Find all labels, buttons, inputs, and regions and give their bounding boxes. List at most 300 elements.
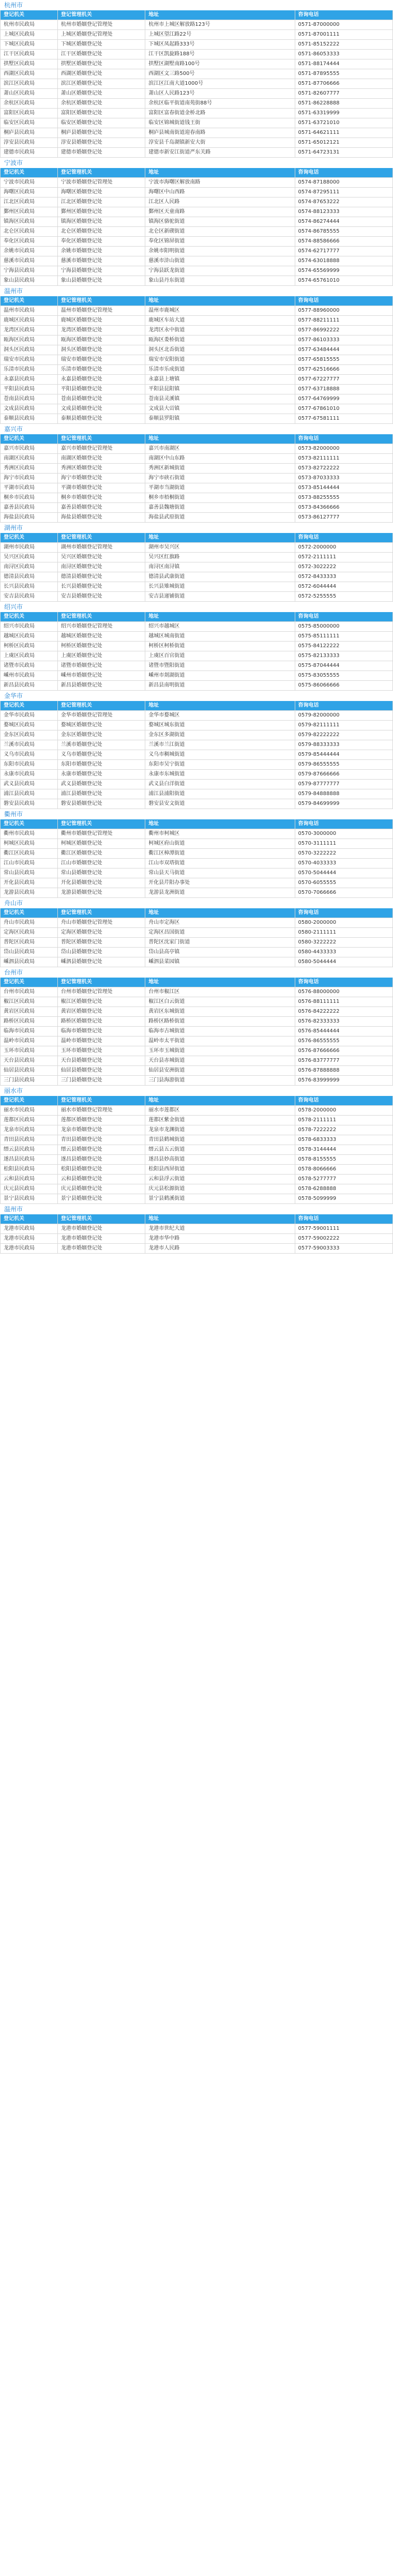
- table-cell-c1: 莲都区民政局: [4, 1117, 35, 1123]
- table-cell-c3: 慈溪市浒山街道: [145, 256, 294, 266]
- table-cell-c3: 洞头区北岙街道: [145, 345, 294, 355]
- table-row: [1, 40, 392, 50]
- header-cell-c4: 咨询电话: [295, 296, 393, 306]
- table-cell-c3: 北仑区新碶街道: [145, 227, 294, 236]
- table-cell-c4: 0573-82000000: [295, 444, 393, 453]
- table-cell-c1: 路桥区民政局: [4, 1018, 35, 1024]
- table-cell-c1: 苍南县民政局: [4, 396, 35, 402]
- table-cell-c1: 宁波市民政局: [4, 179, 35, 185]
- table-cell-c4: 0576-86555555: [295, 1037, 393, 1046]
- table-cell-c1: 拱墅区民政局: [4, 61, 35, 67]
- table-cell-c2: 鄞州区婚姻登记处: [57, 207, 145, 217]
- table-row: [1, 661, 392, 671]
- table-row: [1, 750, 392, 760]
- table-cell-c3: 淳安县千岛湖镇新安大街: [145, 138, 294, 147]
- table-cell-c1: 慈溪市民政局: [4, 258, 35, 264]
- table-cell-c3: 桐庐县城南街道迎春南路: [145, 128, 294, 138]
- table-cell-c2: 常山县婚姻登记处: [57, 868, 145, 878]
- table-row: [1, 681, 392, 691]
- header-cell-c1: 登记机关: [4, 1216, 24, 1222]
- table-cell-c3: 诸暨市暨阳街道: [145, 661, 294, 670]
- table-row: [1, 20, 392, 30]
- table-cell-c4: 0574-87295111: [295, 188, 393, 197]
- table-cell-c4: 0577-64769999: [295, 394, 393, 404]
- table-cell-c1: 秀洲区民政局: [4, 465, 35, 471]
- table-cell-c3: 拱墅区湖墅南路100号: [145, 59, 294, 69]
- table-cell-c3: 三门县海游街道: [145, 1076, 294, 1085]
- table-cell-c1: 象山县民政局: [4, 278, 35, 283]
- table-cell-c1: 丽水市民政局: [4, 1107, 35, 1113]
- table-row: [1, 138, 392, 148]
- header-cell-c2: 登记管理机关: [57, 908, 145, 918]
- table-cell-c2: 平湖市婚姻登记处: [57, 483, 145, 493]
- table-cell-c4: 0570-6055555: [295, 878, 393, 888]
- table-cell-c4: 0574-62717777: [295, 247, 393, 256]
- table-cell-c4: 0571-87001111: [295, 30, 393, 39]
- table-cell-c4: 0571-88174444: [295, 59, 393, 69]
- table-row: [1, 928, 392, 938]
- table-row: [1, 1234, 392, 1244]
- table-cell-c4: 0573-84366666: [295, 503, 393, 512]
- table-row: [1, 464, 392, 474]
- table-row: [1, 1155, 392, 1165]
- table-row: [1, 622, 392, 632]
- table-row: [1, 365, 392, 375]
- table-header: [1, 1214, 392, 1224]
- table-cell-c1: 嵊泗县民政局: [4, 959, 35, 965]
- table-cell-c1: 遂昌县民政局: [4, 1156, 35, 1162]
- table-cell-c4: 0575-86066666: [295, 681, 393, 690]
- table-cell-c1: 诸暨市民政局: [4, 663, 35, 668]
- table-cell-c4: 0576-84222222: [295, 1007, 393, 1016]
- table-cell-c3: 温岭市太平街道: [145, 1037, 294, 1046]
- registry-table: [0, 1096, 393, 1204]
- table-cell-c3: 衢江区樟潭街道: [145, 849, 294, 858]
- table-cell-c1: 椒江区民政局: [4, 999, 35, 1004]
- table-cell-c2: 长兴县婚姻登记处: [57, 582, 145, 591]
- table-cell-c2: 南湖区婚姻登记处: [57, 454, 145, 463]
- table-cell-c2: 丽水市婚姻登记管理处: [57, 1106, 145, 1115]
- header-cell-c3: 地址: [145, 1096, 294, 1105]
- section-title: 杭州市: [4, 2, 23, 9]
- table-cell-c1: 仙居县民政局: [4, 1068, 35, 1073]
- header-cell-c1: 登记机关: [4, 703, 24, 708]
- registry-table: [0, 533, 393, 602]
- table-cell-c1: 衢州市民政局: [4, 831, 35, 836]
- table-cell-c4: 0571-87000000: [295, 20, 393, 29]
- table-cell-c2: 慈溪市婚姻登记处: [57, 256, 145, 266]
- table-cell-c4: 0577-65815555: [295, 355, 393, 364]
- header-cell-c1: 登记机关: [4, 979, 24, 985]
- table-cell-c2: 龙港市婚姻登记处: [57, 1234, 145, 1243]
- table-cell-c2: 遂昌县婚姻登记处: [57, 1155, 145, 1164]
- table-cell-c1: 龙湾区民政局: [4, 327, 35, 333]
- header-cell-c4: 咨询电话: [295, 1214, 393, 1224]
- table-cell-c1: 海曙区民政局: [4, 189, 35, 195]
- table-row: [1, 888, 392, 898]
- table-cell-c3: 奉化区锦屏街道: [145, 237, 294, 246]
- table-cell-c1: 长兴县民政局: [4, 584, 35, 589]
- table-cell-c3: 龙港市世纪大道: [145, 1224, 294, 1233]
- table-cell-c2: 松阳县婚姻登记处: [57, 1165, 145, 1174]
- table-cell-c3: 苍南县灵溪镇: [145, 394, 294, 404]
- table-cell-c2: 北仑区婚姻登记处: [57, 227, 145, 236]
- table-cell-c2: 椒江区婚姻登记处: [57, 997, 145, 1007]
- table-row: [1, 50, 392, 59]
- table-cell-c4: 0579-82000000: [295, 711, 393, 720]
- table-cell-c3: 吴兴区红旗路: [145, 553, 294, 562]
- table-cell-c4: 0578-2111111: [295, 1116, 393, 1125]
- table-cell-c4: 0573-82111111: [295, 454, 393, 463]
- table-cell-c3: 普陀区沈家门街道: [145, 938, 294, 947]
- registry-table: [0, 1214, 393, 1254]
- table-cell-c3: 南浔区南浔镇: [145, 562, 294, 572]
- table-cell-c4: 0576-87666666: [295, 1046, 393, 1056]
- header-cell-c4: 咨询电话: [295, 908, 393, 918]
- table-cell-c1: 柯桥区民政局: [4, 643, 35, 649]
- table-cell-c2: 黄岩区婚姻登记处: [57, 1007, 145, 1016]
- table-cell-c2: 宁波市婚姻登记管理处: [57, 178, 145, 187]
- table-cell-c3: 丽水市莲都区: [145, 1106, 294, 1115]
- table-cell-c3: 桐乡市梧桐街道: [145, 493, 294, 502]
- table-row: [1, 513, 392, 523]
- table-row: [1, 30, 392, 40]
- header-cell-c2: 登记管理机关: [57, 533, 145, 542]
- table-row: [1, 493, 392, 503]
- table-row: [1, 503, 392, 513]
- table-cell-c1: 定海区民政局: [4, 929, 35, 935]
- table-cell-c1: 吴兴区民政局: [4, 554, 35, 560]
- table-cell-c1: 庆元县民政局: [4, 1186, 35, 1192]
- table-cell-c1: 普陀区民政局: [4, 939, 35, 945]
- table-cell-c1: 湖州市民政局: [4, 544, 35, 550]
- table-cell-c4: 0577-62516666: [295, 365, 393, 374]
- table-cell-c1: 龙港市民政局: [4, 1245, 35, 1251]
- header-cell-c3: 地址: [145, 701, 294, 710]
- table-row: [1, 1194, 392, 1204]
- table-row: [1, 207, 392, 217]
- table-cell-c2: 永嘉县婚姻登记处: [57, 375, 145, 384]
- registry-table: [0, 978, 393, 1086]
- header-cell-c2: 登记管理机关: [57, 612, 145, 621]
- table-cell-c3: 上城区望江路22号: [145, 30, 294, 39]
- table-cell-c1: 余杭区民政局: [4, 100, 35, 106]
- table-header: [1, 612, 392, 622]
- table-row: [1, 148, 392, 158]
- table-cell-c4: 0571-85152222: [295, 40, 393, 49]
- table-row: [1, 582, 392, 592]
- table-cell-c1: 鹿城区民政局: [4, 317, 35, 323]
- table-cell-c2: 诸暨市婚姻登记处: [57, 661, 145, 670]
- table-cell-c2: 永康市婚姻登记处: [57, 770, 145, 779]
- table-row: [1, 730, 392, 740]
- table-cell-c2: 开化县婚姻登记处: [57, 878, 145, 888]
- table-cell-c2: 上城区婚姻登记管理处: [57, 30, 145, 39]
- table-row: [1, 276, 392, 286]
- registry-table: [0, 819, 393, 898]
- document: [0, 0, 393, 1254]
- table-cell-c1: 南湖区民政局: [4, 455, 35, 461]
- table-cell-c2: 岱山县婚姻登记处: [57, 948, 145, 957]
- table-cell-c1: 泰顺县民政局: [4, 416, 35, 421]
- table-cell-c4: 0578-5277777: [295, 1175, 393, 1184]
- table-cell-c1: 松阳县民政局: [4, 1166, 35, 1172]
- table-cell-c2: 衢州市婚姻登记管理处: [57, 829, 145, 839]
- table-cell-c4: 0579-82222222: [295, 730, 393, 740]
- table-cell-c3: 遂昌县妙高街道: [145, 1155, 294, 1164]
- table-cell-c1: 下城区民政局: [4, 41, 35, 47]
- table-cell-c3: 婺城区城东街道: [145, 721, 294, 730]
- table-cell-c4: 0577-59001111: [295, 1224, 393, 1233]
- table-cell-c1: 龙游县民政局: [4, 890, 35, 895]
- table-cell-c2: 余杭区婚姻登记处: [57, 99, 145, 108]
- table-cell-c3: 莲都区紫金街道: [145, 1116, 294, 1125]
- table-cell-c1: 磐安县民政局: [4, 801, 35, 806]
- table-row: [1, 829, 392, 839]
- header-cell-c2: 登记管理机关: [57, 434, 145, 444]
- header-cell-c1: 登记机关: [4, 535, 24, 540]
- table-cell-c4: 0579-88333333: [295, 740, 393, 750]
- table-cell-c3: 海盐县武原街道: [145, 513, 294, 522]
- table-row: [1, 128, 392, 138]
- header-cell-c1: 登记机关: [4, 170, 24, 175]
- table-row: [1, 355, 392, 365]
- table-cell-c4: 0577-67227777: [295, 375, 393, 384]
- table-cell-c1: 开化县民政局: [4, 880, 35, 886]
- table-row: [1, 572, 392, 582]
- table-cell-c2: 杭州市婚姻登记管理处: [57, 20, 145, 29]
- table-cell-c1: 桐庐县民政局: [4, 130, 35, 135]
- table-cell-c3: 嘉善县魏塘街道: [145, 503, 294, 512]
- table-cell-c3: 玉环市玉城街道: [145, 1046, 294, 1056]
- table-cell-c3: 江干区凯旋路188号: [145, 50, 294, 59]
- table-cell-c1: 婺城区民政局: [4, 722, 35, 728]
- table-cell-c1: 嘉善县民政局: [4, 505, 35, 510]
- header-cell-c4: 咨询电话: [295, 10, 393, 20]
- table-cell-c2: 绍兴市婚姻登记管理处: [57, 622, 145, 631]
- table-cell-c2: 泰顺县婚姻登记处: [57, 414, 145, 423]
- registry-table: [0, 701, 393, 809]
- table-cell-c1: 建德市民政局: [4, 149, 35, 155]
- section-title: 台州市: [4, 969, 23, 976]
- table-row: [1, 188, 392, 197]
- header-cell-c1: 登记机关: [4, 298, 24, 303]
- table-cell-c1: 台州市民政局: [4, 989, 35, 995]
- table-cell-c2: 德清县婚姻登记处: [57, 572, 145, 582]
- table-cell-c1: 江北区民政局: [4, 199, 35, 205]
- table-cell-c2: 湖州市婚姻登记管理处: [57, 543, 145, 552]
- table-cell-c2: 龙游县婚姻登记处: [57, 888, 145, 897]
- table-cell-c2: 兰溪市婚姻登记处: [57, 740, 145, 750]
- table-cell-c2: 富阳区婚姻登记处: [57, 109, 145, 118]
- table-cell-c3: 乐清市乐成街道: [145, 365, 294, 374]
- table-cell-c2: 建德市婚姻登记处: [57, 148, 145, 157]
- table-header: [1, 533, 392, 543]
- registry-table: [0, 434, 393, 523]
- table-cell-c1: 平湖市民政局: [4, 485, 35, 491]
- table-cell-c1: 景宁县民政局: [4, 1196, 35, 1201]
- table-cell-c2: 嵊州市婚姻登记处: [57, 671, 145, 680]
- table-cell-c3: 金东区多湖街道: [145, 730, 294, 740]
- table-cell-c4: 0574-87188000: [295, 178, 393, 187]
- table-row: [1, 1165, 392, 1175]
- table-cell-c3: 南湖区中山东路: [145, 454, 294, 463]
- table-cell-c1: 德清县民政局: [4, 574, 35, 580]
- table-row: [1, 1076, 392, 1086]
- table-cell-c3: 舟山市定海区: [145, 918, 294, 927]
- table-cell-c1: 永嘉县民政局: [4, 376, 35, 382]
- table-row: [1, 1046, 392, 1056]
- table-cell-c4: 0575-87044444: [295, 661, 393, 670]
- table-cell-c4: 0571-82607777: [295, 89, 393, 98]
- table-cell-c2: 文成县婚姻登记处: [57, 404, 145, 414]
- table-cell-c3: 磐安县安文街道: [145, 799, 294, 809]
- table-cell-c3: 平湖市当湖街道: [145, 483, 294, 493]
- table-cell-c1: 洞头区民政局: [4, 347, 35, 353]
- header-cell-c4: 咨询电话: [295, 819, 393, 829]
- table-cell-c1: 海宁市民政局: [4, 475, 35, 481]
- table-row: [1, 1125, 392, 1135]
- table-cell-c4: 0578-2000000: [295, 1106, 393, 1115]
- table-row: [1, 1224, 392, 1234]
- table-cell-c2: 江北区婚姻登记处: [57, 197, 145, 207]
- table-row: [1, 109, 392, 118]
- header-cell-c1: 登记机关: [4, 821, 24, 827]
- table-cell-c2: 景宁县婚姻登记处: [57, 1194, 145, 1203]
- table-cell-c4: 0575-85000000: [295, 622, 393, 631]
- table-header: [1, 296, 392, 306]
- table-row: [1, 711, 392, 721]
- table-cell-c4: 0579-84699999: [295, 799, 393, 809]
- table-row: [1, 948, 392, 957]
- table-cell-c2: 南浔区婚姻登记处: [57, 562, 145, 572]
- table-cell-c1: 衢江区民政局: [4, 850, 35, 856]
- table-cell-c3: 青田县鹤城街道: [145, 1135, 294, 1145]
- table-cell-c4: 0573-87033333: [295, 474, 393, 483]
- table-cell-c2: 上虞区婚姻登记处: [57, 651, 145, 661]
- table-cell-c4: 0571-86228888: [295, 99, 393, 108]
- table-cell-c3: 衢州市柯城区: [145, 829, 294, 839]
- table-cell-c2: 海盐县婚姻登记处: [57, 513, 145, 522]
- table-cell-c1: 杭州市民政局: [4, 22, 35, 27]
- table-cell-c3: 岱山县高亭镇: [145, 948, 294, 957]
- table-cell-c2: 龙湾区婚姻登记处: [57, 326, 145, 335]
- table-row: [1, 780, 392, 789]
- table-cell-c4: 0577-59002222: [295, 1234, 393, 1243]
- table-cell-c4: 0577-86992222: [295, 326, 393, 335]
- table-cell-c1: 舟山市民政局: [4, 920, 35, 925]
- table-cell-c1: 滨江区民政局: [4, 81, 35, 86]
- table-cell-c2: 武义县婚姻登记处: [57, 780, 145, 789]
- table-row: [1, 237, 392, 247]
- table-cell-c3: 云和县浮云街道: [145, 1175, 294, 1184]
- table-row: [1, 878, 392, 888]
- table-cell-c3: 开化县芹阳办事处: [145, 878, 294, 888]
- header-cell-c4: 咨询电话: [295, 168, 393, 177]
- table-cell-c2: 洞头区婚姻登记处: [57, 345, 145, 355]
- table-cell-c3: 武义县白洋街道: [145, 780, 294, 789]
- table-cell-c4: 0578-6833333: [295, 1135, 393, 1145]
- table-cell-c1: 上虞区民政局: [4, 653, 35, 659]
- table-cell-c3: 长兴县雉城街道: [145, 582, 294, 591]
- table-row: [1, 849, 392, 859]
- table-cell-c3: 下城区凤起路333号: [145, 40, 294, 49]
- section-title: 舟山市: [4, 900, 23, 907]
- table-cell-c4: 0571-64723131: [295, 148, 393, 157]
- table-row: [1, 69, 392, 79]
- table-cell-c2: 金华市婚姻登记管理处: [57, 711, 145, 720]
- table-cell-c1: 江山市民政局: [4, 860, 35, 866]
- table-cell-c4: 0575-83055555: [295, 671, 393, 680]
- table-cell-c4: 0580-2000000: [295, 918, 393, 927]
- table-cell-c2: 台州市婚姻登记管理处: [57, 987, 145, 997]
- table-cell-c1: 淳安县民政局: [4, 140, 35, 145]
- table-cell-c3: 缙云县五云街道: [145, 1145, 294, 1154]
- table-row: [1, 997, 392, 1007]
- registry-table: [0, 10, 393, 158]
- header-cell-c1: 登记机关: [4, 12, 24, 18]
- table-cell-c4: 0577-88960000: [295, 306, 393, 315]
- section-title: 温州市: [4, 1206, 23, 1213]
- table-row: [1, 760, 392, 770]
- table-cell-c1: 瓯海区民政局: [4, 337, 35, 343]
- table-cell-c2: 三门县婚姻登记处: [57, 1076, 145, 1085]
- table-cell-c1: 新昌县民政局: [4, 682, 35, 688]
- table-cell-c3: 富阳区富春街道金桥北路: [145, 109, 294, 118]
- section-title: 衢州市: [4, 811, 23, 818]
- table-cell-c1: 萧山区民政局: [4, 90, 35, 96]
- table-cell-c1: 上城区民政局: [4, 32, 35, 37]
- table-cell-c4: 0579-85444444: [295, 750, 393, 759]
- header-cell-c4: 咨询电话: [295, 978, 393, 987]
- table-cell-c3: 鹿城区车站大道: [145, 316, 294, 325]
- table-cell-c3: 德清县武康街道: [145, 572, 294, 582]
- table-cell-c2: 淳安县婚姻登记处: [57, 138, 145, 147]
- table-cell-c1: 浦江县民政局: [4, 791, 35, 797]
- table-cell-c3: 泰顺县罗阳镇: [145, 414, 294, 423]
- table-cell-c4: 0572-6044444: [295, 582, 393, 591]
- table-cell-c4: 0572-2000000: [295, 543, 393, 552]
- header-cell-c2: 登记管理机关: [57, 819, 145, 829]
- table-cell-c2: 路桥区婚姻登记处: [57, 1017, 145, 1026]
- table-cell-c2: 婺城区婚姻登记处: [57, 721, 145, 730]
- table-cell-c4: 0579-87777777: [295, 780, 393, 789]
- table-cell-c1: 北仑区民政局: [4, 228, 35, 234]
- table-cell-c2: 拱墅区婚姻登记处: [57, 59, 145, 69]
- table-row: [1, 266, 392, 276]
- table-cell-c1: 岱山县民政局: [4, 949, 35, 955]
- table-cell-c1: 嘉兴市民政局: [4, 446, 35, 451]
- table-cell-c4: 0571-86053333: [295, 50, 393, 59]
- table-cell-c4: 0574-88123333: [295, 207, 393, 217]
- table-cell-c1: 永康市民政局: [4, 771, 35, 777]
- table-cell-c2: 云和县婚姻登记处: [57, 1175, 145, 1184]
- table-row: [1, 217, 392, 227]
- table-row: [1, 1116, 392, 1125]
- table-cell-c2: 江山市婚姻登记处: [57, 859, 145, 868]
- table-cell-c3: 余姚市阳明街道: [145, 247, 294, 256]
- table-cell-c3: 永康市东城街道: [145, 770, 294, 779]
- table-cell-c4: 0580-5044444: [295, 957, 393, 967]
- section-title: 湖州市: [4, 524, 23, 531]
- table-cell-c1: 安吉县民政局: [4, 593, 35, 599]
- table-cell-c2: 温州市婚姻登记管理处: [57, 306, 145, 315]
- table-row: [1, 414, 392, 424]
- table-cell-c4: 0571-87706666: [295, 79, 393, 88]
- table-cell-c4: 0574-86274444: [295, 217, 393, 226]
- table-cell-c3: 平阳县昆阳镇: [145, 385, 294, 394]
- table-cell-c3: 临海市古城街道: [145, 1027, 294, 1036]
